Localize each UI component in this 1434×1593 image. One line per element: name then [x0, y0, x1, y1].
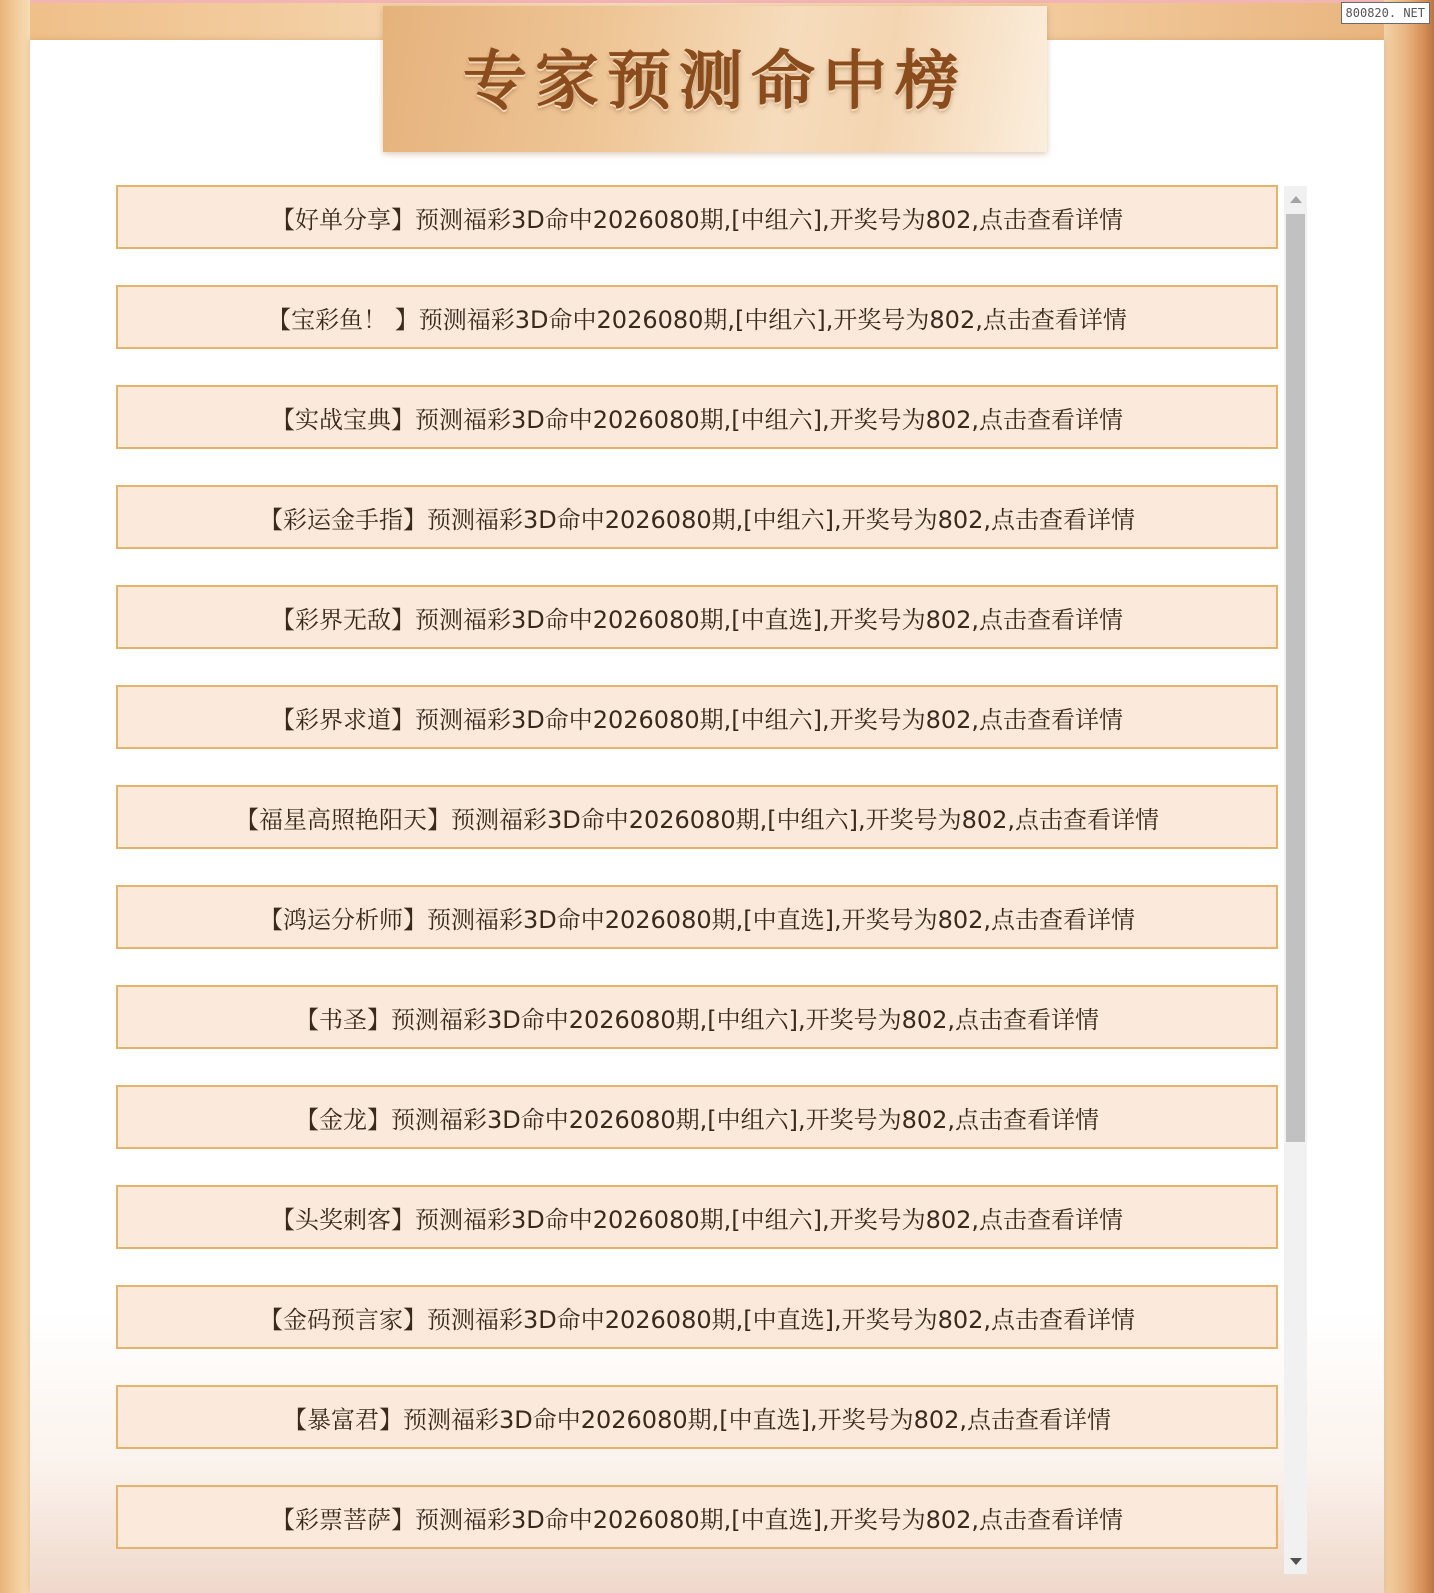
list-item-label: 【书圣】预测福彩3D命中2026080期,[中组六],开奖号为802,点击查看详情 [294, 1005, 1100, 1034]
list-item-label: 【暴富君】预测福彩3D命中2026080期,[中直选],开奖号为802,点击查看详情 [282, 1405, 1112, 1434]
list-item[interactable] [116, 1185, 1278, 1249]
list-item-label: 【实战宝典】预测福彩3D命中2026080期,[中组六],开奖号为802,点击查看详情 [270, 405, 1124, 434]
page-title: 专家预测命中榜 [463, 45, 967, 119]
list-item[interactable] [116, 585, 1278, 649]
list-item-label: 【彩票菩萨】预测福彩3D命中2026080期,[中直选],开奖号为802,点击查看详情 [270, 1505, 1124, 1534]
list-item[interactable] [116, 785, 1278, 849]
vertical-scrollbar[interactable] [1284, 186, 1307, 1574]
list-item[interactable] [116, 1285, 1278, 1349]
list-item[interactable] [116, 1385, 1278, 1449]
watermark: 800820. NET [1341, 2, 1430, 24]
list-item-label: 【福星高照艳阳天】预测福彩3D命中2026080期,[中组六],开奖号为802,点击查看详情 [234, 805, 1160, 834]
frame-left [0, 0, 30, 1593]
list-item[interactable] [116, 685, 1278, 749]
list-item[interactable] [116, 185, 1278, 249]
list-item[interactable] [116, 485, 1278, 549]
list-item[interactable] [116, 285, 1278, 349]
list-item[interactable] [116, 1485, 1278, 1549]
list-item[interactable] [116, 885, 1278, 949]
list-item-label: 【金龙】预测福彩3D命中2026080期,[中组六],开奖号为802,点击查看详情 [294, 1105, 1100, 1134]
scroll-up-arrow-icon[interactable] [1284, 186, 1307, 212]
list-item[interactable] [116, 985, 1278, 1049]
frame-top-line [0, 0, 1434, 3]
list-item-label: 【彩运金手指】预测福彩3D命中2026080期,[中组六],开奖号为802,点击查看详情 [258, 505, 1136, 534]
list-item[interactable] [116, 385, 1278, 449]
scroll-down-arrow-icon[interactable] [1284, 1548, 1307, 1574]
list-item-label: 【彩界求道】预测福彩3D命中2026080期,[中组六],开奖号为802,点击查看详情 [270, 705, 1124, 734]
scroll-thumb[interactable] [1286, 214, 1305, 1142]
frame-right [1384, 0, 1434, 1593]
list-item[interactable] [116, 1085, 1278, 1149]
list-item-label: 【好单分享】预测福彩3D命中2026080期,[中组六],开奖号为802,点击查看详情 [270, 205, 1124, 234]
list-item-label: 【彩界无敌】预测福彩3D命中2026080期,[中直选],开奖号为802,点击查看详情 [270, 605, 1124, 634]
list-item-label: 【宝彩鱼！ 】预测福彩3D命中2026080期,[中组六],开奖号为802,点击查看详情 [267, 305, 1127, 334]
prediction-list [116, 185, 1278, 1567]
list-item-label: 【鸿运分析师】预测福彩3D命中2026080期,[中直选],开奖号为802,点击查看详情 [258, 905, 1136, 934]
title-banner [383, 6, 1047, 152]
list-item-label: 【头奖刺客】预测福彩3D命中2026080期,[中组六],开奖号为802,点击查看详情 [270, 1205, 1124, 1234]
list-item-label: 【金码预言家】预测福彩3D命中2026080期,[中直选],开奖号为802,点击查看详情 [258, 1305, 1136, 1334]
